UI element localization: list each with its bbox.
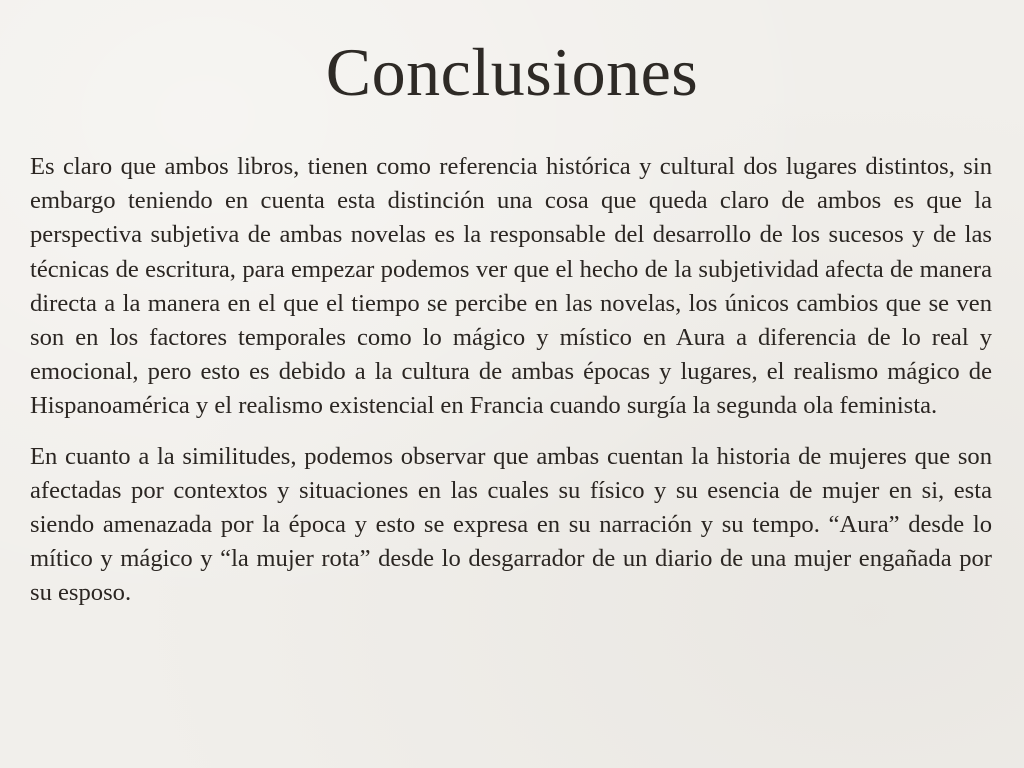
paragraph-differences: Es claro que ambos libros, tienen como referencia histórica y cultural dos lugares distintos, sin embargo teniendo en cuenta esta distinción una cosa que queda claro de ambos es que la perspectiva subjetiva de ambas novelas es la responsable del desarrollo de los sucesos y de las técnicas de escritura, para empezar podemos ver que el hecho de la subjetividad afecta de manera directa a la manera en el que el tiempo se percibe en las novelas, los únicos cambios que se ven son en los factores temporales como lo mágico y místico en Aura a diferencia de lo real y emocional, pero esto es debido a la cultura de ambas épocas y lugares, el realismo mágico de Hispanoamérica y el realismo existencial en Francia cuando surgía la segunda ola feminista. bbox=[30, 153, 992, 420]
paragraph-similarities: En cuanto a la similitudes, podemos observar que ambas cuentan la historia de mujeres que son afectadas por contextos y situaciones en las cuales su físico y su esencia de mujer en si, esta siendo amenazada por la época y esto se expresa en su narración y su tempo. “Aura” desde lo mítico y mágico y “la mujer rota” desde lo desgarrador de un diario de una mujer engañada por su esposo. bbox=[30, 442, 992, 607]
slide-title: Conclusiones bbox=[325, 34, 699, 110]
slide-body bbox=[30, 150, 992, 611]
